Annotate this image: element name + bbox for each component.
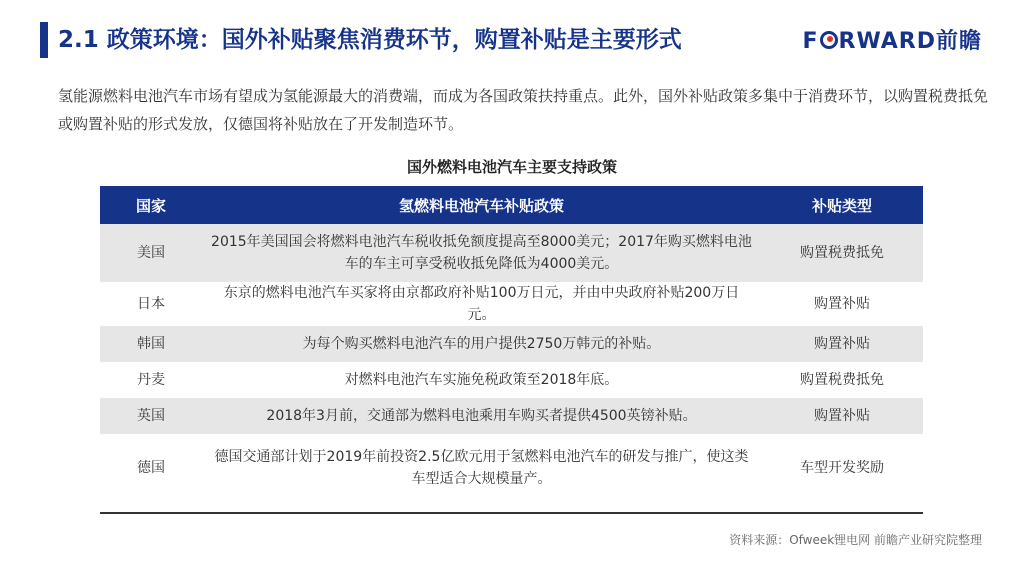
row-country: 英国	[137, 408, 165, 424]
row-type: 购置补贴	[814, 408, 870, 424]
policy-line: 车的车主可享受税收抵免降低为4000美元。	[344, 256, 619, 272]
policy-line: 德国交通部计划于2019年前投资2.5亿欧元用于氢燃料电池汽车的研发与推广，使这类	[214, 449, 749, 465]
row-type: 车型开发奖励	[800, 460, 884, 476]
logo-prefix: F	[802, 29, 819, 54]
policy-line: 车型适合大规模量产。	[411, 471, 552, 487]
row-type: 购置补贴	[814, 296, 870, 312]
row-country: 日本	[137, 296, 165, 312]
header-country: 国家	[135, 196, 166, 215]
source-note: 资料来源：Ofweek锂电网 前瞻产业研究院整理	[729, 533, 982, 547]
header-policy: 氢燃料电池汽车补贴政策	[398, 196, 564, 215]
row-policy	[202, 224, 761, 282]
table-row	[100, 362, 923, 398]
table-row	[100, 398, 923, 434]
row-country: 丹麦	[137, 372, 165, 388]
forward-logo	[803, 27, 982, 57]
table-bottom-rule	[100, 512, 923, 514]
row-policy: 2018年3月前，交通部为燃料电池乘用车购买者提供4500英镑补贴。	[266, 408, 697, 424]
intro-paragraph: 氢能源燃料电池汽车市场有望成为氢能源最大的消费端，而成为各国政策扶持重点。此外，国外补贴政策多集中于消费环节，以购置税费抵免或购置补贴的形式发放，仅德国将补贴放在了开发制造环节。	[58, 87, 989, 133]
row-type: 购置税费抵免	[800, 245, 884, 261]
table-caption: 国外燃料电池汽车主要支持政策	[406, 158, 617, 176]
table-header-row	[100, 186, 923, 224]
table-row	[100, 326, 923, 362]
row-type: 购置税费抵免	[800, 372, 884, 388]
row-policy: 对燃料电池汽车实施免税政策至2018年底。	[344, 372, 619, 388]
row-policy: 为每个购买燃料电池汽车的用户提供2750万韩元的补贴。	[302, 336, 661, 352]
policy-line: 2015年美国国会将燃料电池汽车税收抵免额度提高至8000美元；2017年购买燃料电池	[211, 234, 752, 250]
row-country: 韩国	[137, 336, 165, 352]
table-row	[100, 224, 923, 282]
header-type: 补贴类型	[811, 196, 872, 215]
row-type: 购置补贴	[814, 336, 870, 352]
logo-suffix: RWARD前瞻	[838, 29, 982, 54]
row-policy: 东京的燃料电池汽车买家将由京都政府补贴100万日元，并由中央政府补贴200万日元。	[223, 285, 740, 323]
row-policy	[202, 434, 761, 502]
title-accent-bar	[40, 22, 48, 58]
table-row	[100, 282, 923, 326]
table-row	[100, 434, 923, 502]
page-title: 2.1 政策环境：国外补贴聚焦消费环节，购置补贴是主要形式	[58, 27, 682, 53]
row-country: 美国	[137, 245, 165, 261]
row-country: 德国	[137, 460, 165, 476]
policy-table	[100, 186, 923, 502]
logo-o-icon	[820, 31, 838, 49]
